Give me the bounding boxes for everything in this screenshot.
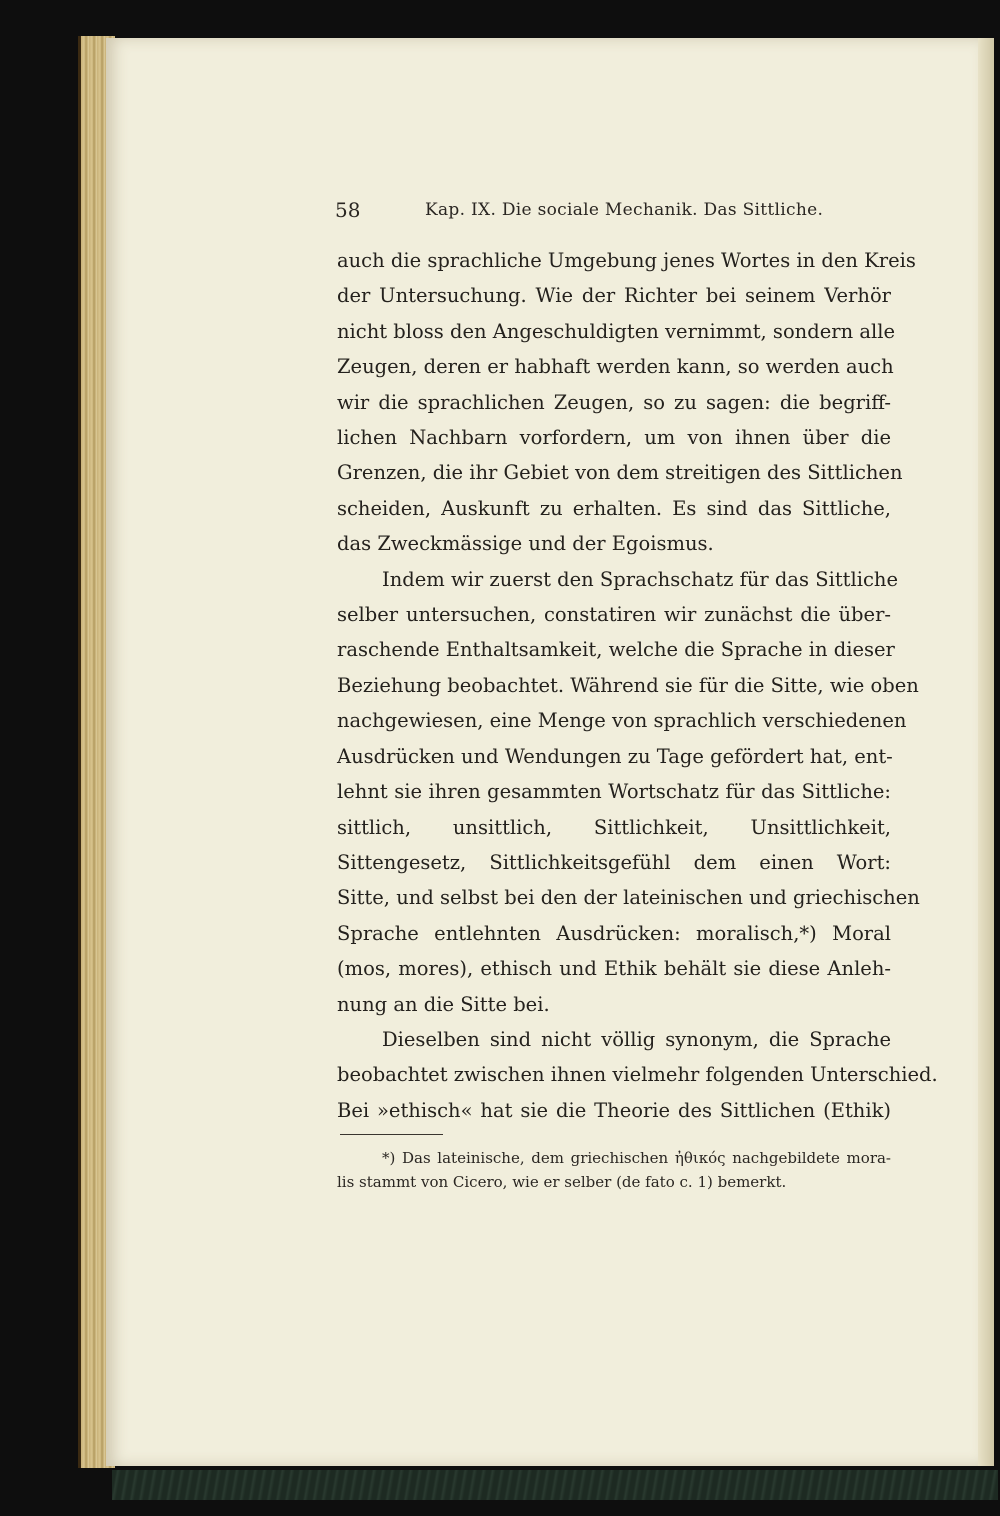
text-line: das Zweckmässige und der Egoismus.: [337, 532, 714, 556]
text-line: (mos, mores), ethisch und Ethik behält sie diese Anleh-: [337, 957, 891, 981]
footnote-line: *) Das lateinische, dem griechischen ἠθικός nachgebildete mora-: [382, 1149, 891, 1167]
text-line: Sprache entlehnten Ausdrücken: moralisch,*) Moral: [337, 921, 891, 945]
text-line: lehnt sie ihren gesammten Wortschatz für das Sittliche:: [337, 780, 891, 804]
page-number: 58: [335, 198, 361, 222]
footnote-line: lis stammt von Cicero, wie er selber (de fato c. 1) bemerkt.: [337, 1173, 787, 1191]
text-line: nachgewiesen, eine Menge von sprachlich verschiedenen: [337, 709, 907, 733]
text-line: Indem wir zuerst den Sprachschatz für das Sittliche: [382, 567, 898, 591]
text-line: Ausdrücken und Wendungen zu Tage gefördert hat, ent-: [337, 744, 893, 768]
page-header: [335, 198, 895, 226]
text-line: der Untersuchung. Wie der Richter bei seinem Verhör: [337, 284, 891, 308]
page-right-edge: [978, 38, 994, 1466]
text-line: raschende Enthaltsamkeit, welche die Sprache in dieser: [337, 638, 895, 662]
binding-band: [112, 1470, 998, 1500]
footnote-rule: [340, 1134, 443, 1135]
text-line: sittlich, unsittlich, Sittlichkeit, Unsittlichkeit,: [337, 815, 891, 839]
text-line: Dieselben sind nicht völlig synonym, die Sprache: [382, 1027, 891, 1051]
footnote: [337, 1146, 891, 1194]
running-title: Kap. IX. Die sociale Mechanik. Das Sittliche.: [425, 200, 824, 220]
text-line: wir die sprachlichen Zeugen, so zu sagen: die begriff-: [337, 390, 891, 414]
text-line: Zeugen, deren er habhaft werden kann, so werden auch: [337, 355, 894, 379]
text-line: nicht bloss den Angeschuldigten vernimmt, sondern alle: [337, 319, 895, 343]
text-line: Bei »ethisch« hat sie die Theorie des Sittlichen (Ethik): [337, 1098, 891, 1122]
text-line: Sittengesetz, Sittlichkeitsgefühl dem einen Wort:: [337, 850, 891, 874]
text-line: nung an die Sitte bei.: [337, 992, 550, 1016]
body-text: [337, 243, 938, 1128]
text-line: auch die sprachliche Umgebung jenes Wortes in den Kreis: [337, 249, 916, 272]
text-line: Beziehung beobachtet. Während sie für die Sitte, wie oben: [337, 673, 919, 697]
text-line: beobachtet zwischen ihnen vielmehr folgenden Unterschied.: [337, 1063, 938, 1087]
text-line: lichen Nachbarn vorfordern, um von ihnen über die: [337, 426, 891, 450]
text-line: scheiden, Auskunft zu erhalten. Es sind das Sittliche,: [337, 496, 891, 520]
text-line: Grenzen, die ihr Gebiet von dem streitigen des Sittlichen: [337, 461, 903, 485]
text-line: selber untersuchen, constatiren wir zunächst die über-: [337, 603, 891, 627]
text-line: Sitte, und selbst bei den der lateinischen und griechischen: [337, 886, 920, 910]
